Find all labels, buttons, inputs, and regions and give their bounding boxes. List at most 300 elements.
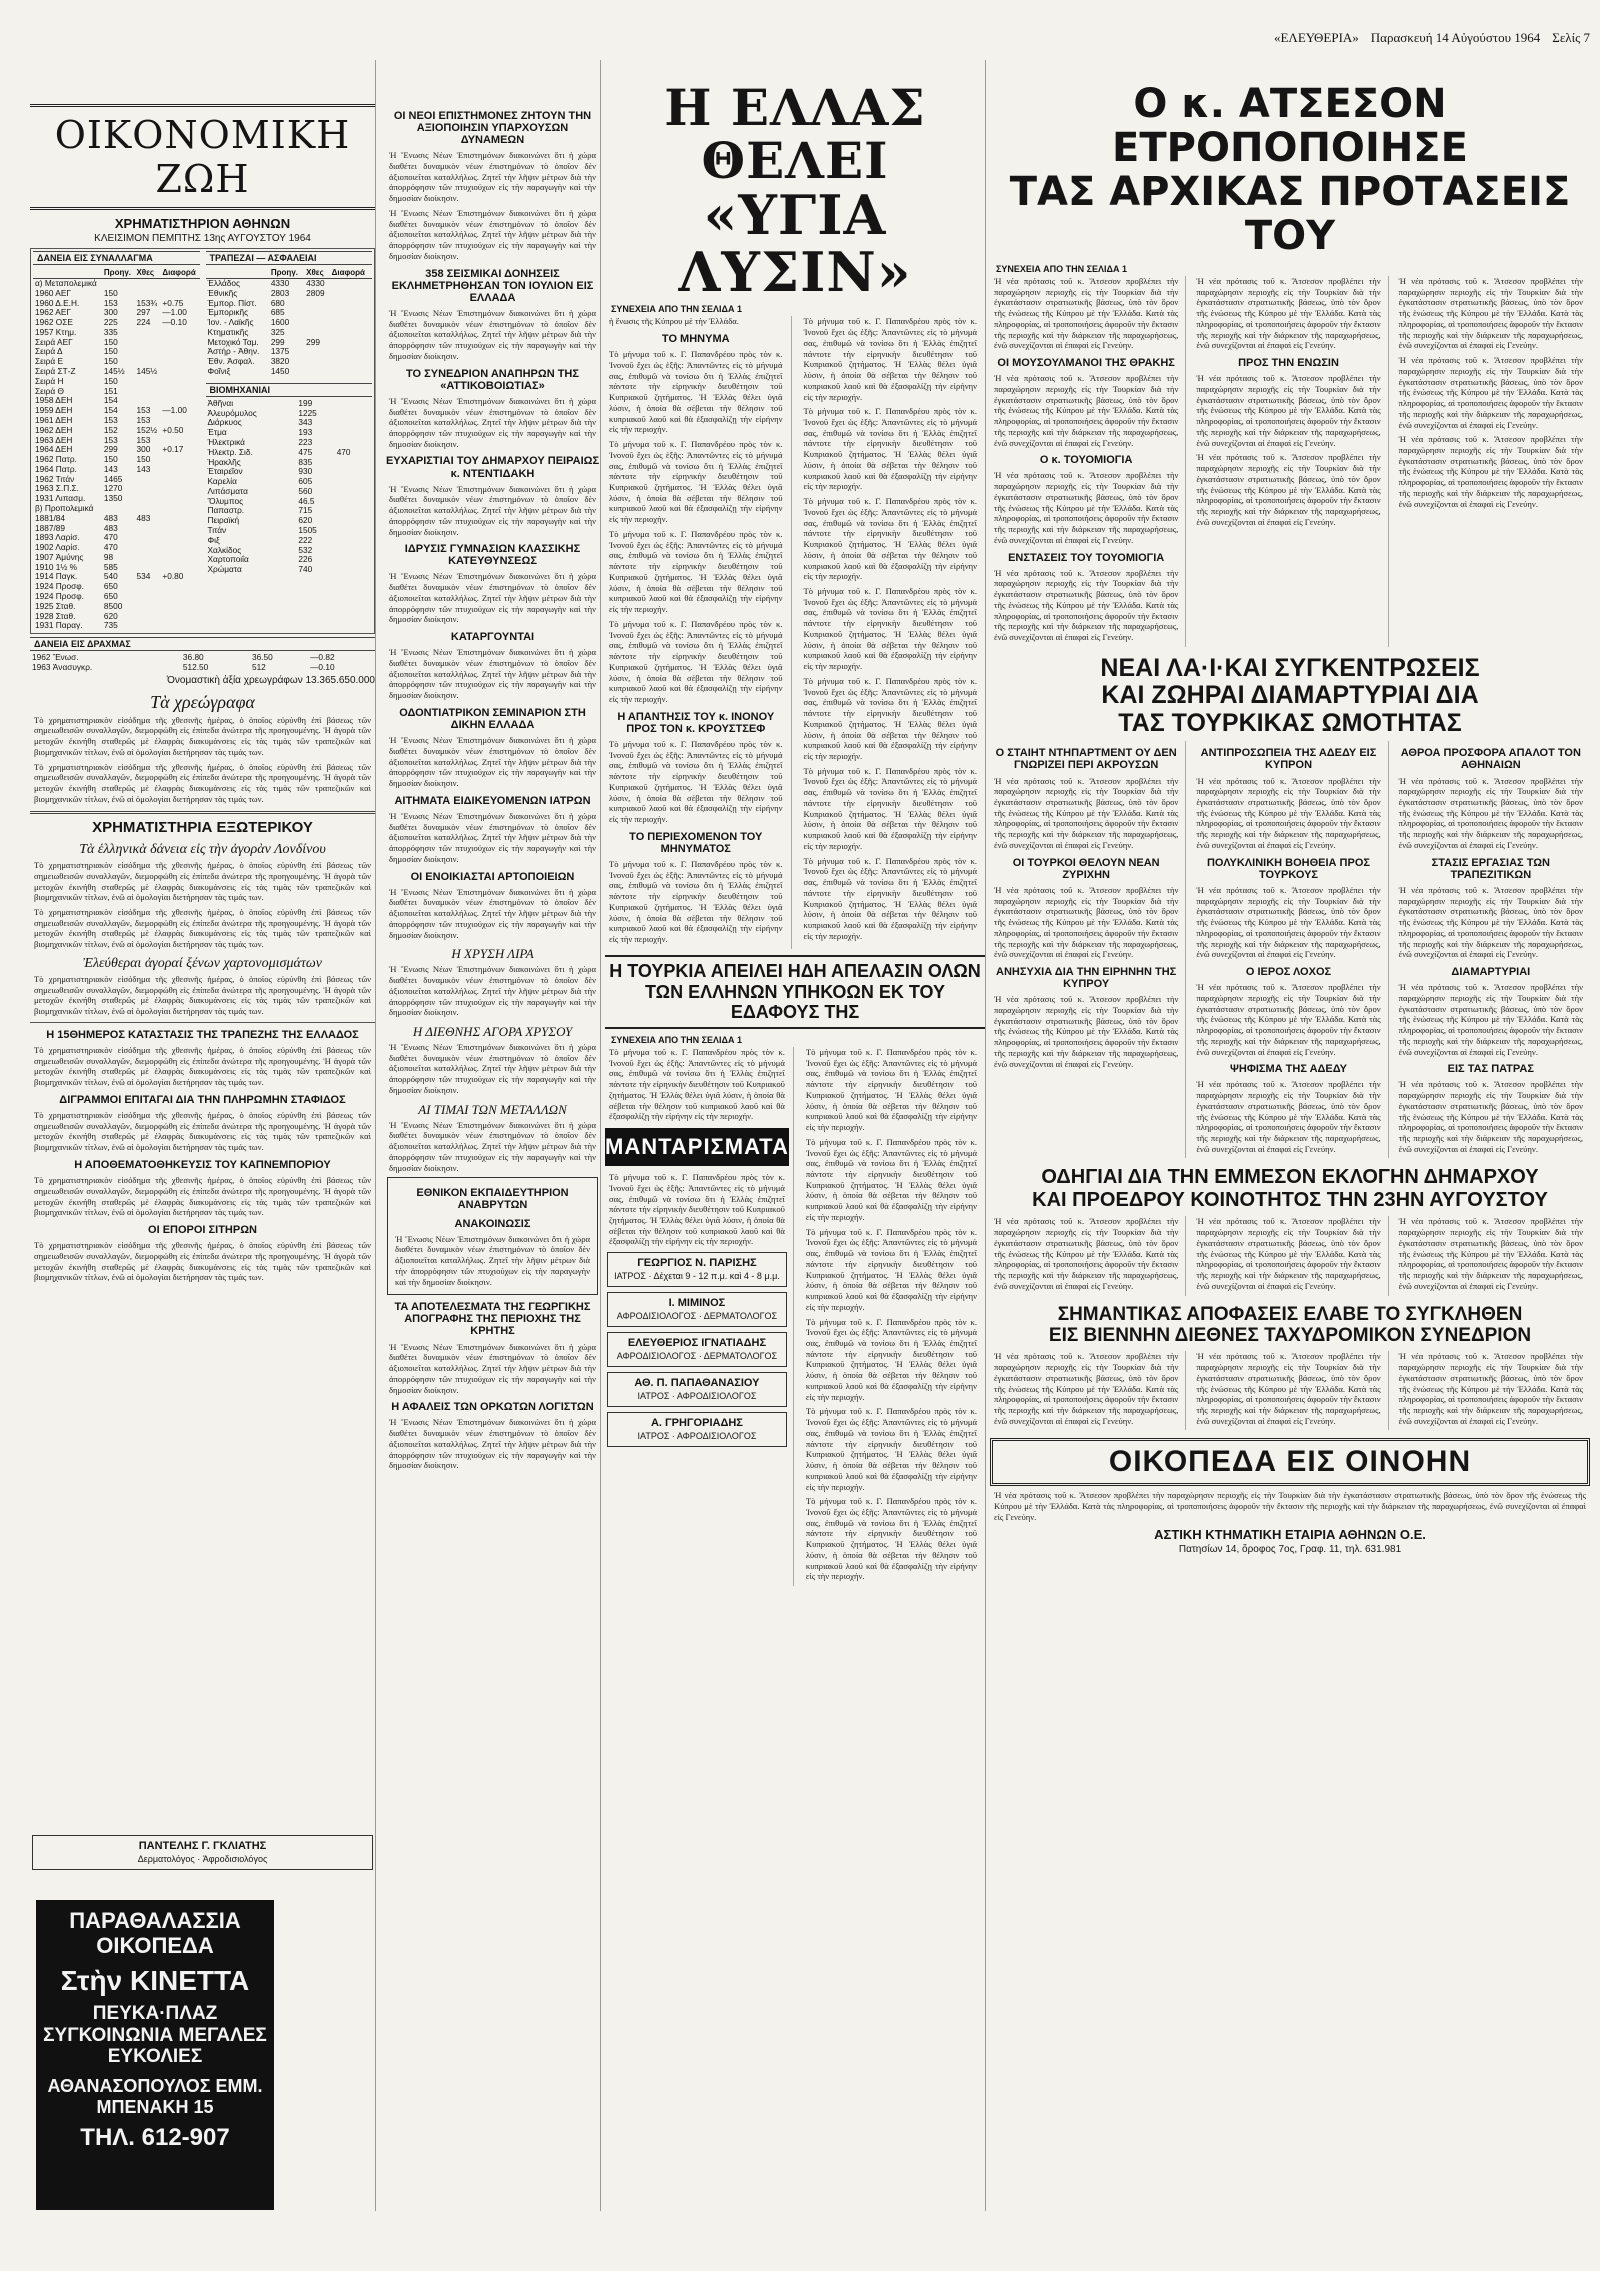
- banks-cell: [330, 289, 372, 299]
- loans-cell: 1957 Κτημ.: [35, 326, 77, 337]
- kinetta-ad-line3: ΠΕΥΚΑ·ΠΛΑΖ ΣΥΓΚΟΙΝΩΝΙΑ ΜΕΓΑΛΕΣ ΕΥΚΟΛΙΕΣ: [43, 2002, 267, 2068]
- loans-cell: 1902 Λαρίσ.: [35, 542, 80, 553]
- toyomiogia-objections-text: Ἡ νέα πρότασις τοῦ κ. Ἄτσεσον προβλέπει τὴν παραχώρησιν περιοχῆς εἰς τὴν Τουρκίαν διὰ τὴν ἐγκατάστασιν στρατιωτικῆς βάσεως, ὑπὸ τὸν ὅρον τῆς ἑνώσεως τῆς Κύπρου μὲ τὴν Ἑλλάδα. Κατὰ τὰς πληροφορίας, αἱ τροποποιήσεις ἀφοροῦν τὴν ἔκτασιν τῆς περιοχῆς καὶ τὴν διάρκειαν τῆς παραχωρήσεως, ἐνῶ συνεχίζονται αἱ ἐπαφαὶ εἰς Γενεύην.: [994, 567, 1179, 643]
- drachma-cell: 1963 Ἀνασυγκρ.: [32, 661, 93, 672]
- drachma-cell: 1962 Ἔνωσ.: [32, 652, 79, 663]
- industry-row: [206, 516, 373, 526]
- industry-cell: [365, 477, 372, 487]
- to-union-heading: ΠΡΟΣ ΤΗΝ ΕΝΩΣΙΝ: [1238, 357, 1339, 370]
- banks-cell: Ἐθν. Ἀσφαλ.: [207, 356, 255, 367]
- cheques-heading: ΔΙΓΡΑΜΜΟΙ ΕΠΙΤΑΓΑΙ ΔΙΑ ΤΗΝ ΠΛΗΡΩΜΗΝ ΣΤΑΦΙΔΟΣ: [59, 1093, 346, 1106]
- cheques-text: Τὸ χρηματιστηριακὸν εἰσόδημα τῆς χθεσινῆς ἡμέρας, ὁ ὁποῖος εὐρύνθη ἐπὶ βάσεως τῶν σημειωθεισῶν συναλλαγῶν, διεμορφώθη εἰς ἐπίπεδα ἀνώτερα τῆς προηγουμένης. Ἡ ἀγορὰ τῶν μετοχῶν ἐκινήθη σταθερῶς μὲ ἐλαφρὰς διακυμάνσεις εἰς τὰς τιμὰς τῶν τραπεζικῶν καὶ βιομηχανικῶν τίτλων, ἐνῶ αἱ ὁμολογίαι διετήρησαν τὰς τιμάς των.: [34, 1110, 371, 1153]
- acheson-continued-label: ΣΥΝΕΧΕΙΑ ΑΠΟ ΤΗΝ ΣΕΛΙΔΑ 1: [996, 264, 1127, 274]
- industry-cell: Παπαστρ.: [207, 505, 245, 516]
- industry-cell: 930: [298, 466, 313, 477]
- industry-cell: 343: [298, 417, 313, 428]
- banks-cell: [330, 308, 372, 318]
- industry-cell: 226: [298, 554, 313, 565]
- message-text-2: Τὸ μήνυμα τοῦ κ. Γ. Παπανδρέου πρὸς τὸν κ. Ἰνονοῦ ἔχει ὡς ἑξῆς: Ἀπαντῶντες εἰς τὸ μήνυμά σας, ἐπιθυμῶ νὰ τονίσω ὅτι ἡ Ἑλλὰς ἐπιζητεῖ πάντοτε τὴν εἰρηνικὴν διευθέτησιν τοῦ Κυπριακοῦ ζητήματος. Ἡ Ἑλλὰς θέλει ὑγιᾶ λύσιν, ἡ ὁποία θὰ σέβεται τὴν θέλησιν τοῦ κυπριακοῦ λαοῦ καὶ θὰ ἐξασφαλίζῃ τὴν εἰρήνην εἰς τὴν περιοχήν.: [609, 439, 783, 525]
- securities-text-2: Τὸ χρηματιστηριακὸν εἰσόδημα τῆς χθεσινῆς ἡμέρας, ὁ ὁποῖος εὐρύνθη ἐπὶ βάσεως τῶν σημειωθεισῶν συναλλαγῶν, διεμορφώθη εἰς ἐπίπεδα ἀνώτερα τῆς προηγουμένης. Ἡ ἀγορὰ τῶν μετοχῶν ἐκινήθη σταθερῶς μὲ ἐλαφρὰς διακυμάνσεις εἰς τὰς τιμὰς τῶν τραπεζικῶν καὶ βιομηχανικῶν τίτλων, ἐνῶ αἱ ὁμολογίαι διετήρησαν τὰς τιμάς των.: [34, 761, 371, 804]
- patras-text: Ἡ νέα πρότασις τοῦ κ. Ἄτσεσον προβλέπει τὴν παραχώρησιν περιοχῆς εἰς τὴν Τουρκίαν διὰ τὴν ἐγκατάστασιν στρατιωτικῆς βάσεως, ὑπὸ τὸν ὅρον τῆς ἑνώσεως τῆς Κύπρου μὲ τὴν Ἑλλάδα. Κατὰ τὰς πληροφορίας, αἱ τροποποιήσεις ἀφοροῦν τὴν ἔκτασιν τῆς περιοχῆς καὶ τὴν διάρκειαν τῆς παραχωρήσεως, ἐνῶ συνεχίζονται αἱ ἐπαφαὶ εἰς Γενεύην.: [1398, 1079, 1583, 1154]
- industry-cell: Ἐτμα: [207, 427, 227, 438]
- banks-cell: 680: [270, 297, 285, 308]
- loans-cell: 1931 Λιπασμ.: [35, 493, 86, 504]
- gymnasiums-heading: ΙΔΡΥΣΙΣ ΓΥΜΝΑΣΙΩΝ ΚΛΑΣΣΙΚΗΣ ΚΑΤΕΥΘΥΝΣΕΩΣ: [404, 543, 581, 568]
- doctor-ad-1-name: ΓΕΩΡΓΙΟΣ Ν. ΠΑΡΙΣΗΣ: [637, 1257, 757, 1270]
- issue-date: Παρασκευή 14 Αὐγούστου 1964: [1370, 30, 1541, 45]
- message-heading: ΤΟ ΜΗΝΥΜΑ: [661, 333, 730, 346]
- acheson-text-c1: Ἡ νέα πρότασις τοῦ κ. Ἄτσεσον προβλέπει τὴν παραχώρησιν περιοχῆς εἰς τὴν Τουρκίαν διὰ τὴν ἐγκατάστασιν στρατιωτικῆς βάσεως, ὑπὸ τὸν ὅρον τῆς ἑνώσεως τῆς Κύπρου μὲ τὴν Ἑλλάδα. Κατὰ τὰς πληροφορίας, αἱ τροποποιήσεις ἀφοροῦν τὴν ἔκτασιν τῆς περιοχῆς καὶ τὴν διάρκειαν τῆς παραχωρήσεως, ἐνῶ συνεχίζονται αἱ ἐπαφαὶ εἰς Γενεύην.: [1398, 276, 1583, 351]
- elections-body: [990, 1216, 1590, 1295]
- kinetta-ad-line4: ΑΘΑΝΑΣΟΠΟΥΛΟΣ ΕΜΜ. ΜΠΕΝΑΚΗ 15: [47, 2076, 263, 2117]
- loans-cell: [134, 612, 160, 622]
- loans-band-label: ΔΑΝΕΙΑ ΕΙΣ ΣΥΝΑΛΛΑΓΜΑ: [37, 253, 153, 263]
- acheson-story-body: [990, 276, 1590, 647]
- loans-cell: 1962 ΟΣΕ: [35, 317, 73, 328]
- main-headline-line1: Η ΕΛΛΑΣ ΘΕΛΕΙ: [664, 78, 926, 190]
- crete-census-text: Ἡ Ἕνωσις Νέων Ἐπιστημόνων διακοινώνει ὅτι ἡ χώρα διαθέτει δυναμικὸν νέων ἐπιστημόνων τὸ ὁποῖον δὲν ἀξιοποιεῖται καταλλήλως. Ζητεῖ τὴν λῆψιν μέτρων διὰ τὴν ἀπορρόφησιν τῶν πτυχιούχων εἰς τὴν παραγωγὴν καὶ τὴν δημοσίαν διοίκησιν.: [389, 1341, 596, 1395]
- inonu-reply-heading: Η ΑΠΑΝΤΗΣΙΣ ΤΟΥ κ. ΙΝΟΝΟΥ ΠΡΟΣ ΤΟΝ κ. ΚΡΟΥΣΤΣΕΦ: [617, 710, 775, 735]
- earthquakes-text: Ἡ Ἕνωσις Νέων Ἐπιστημόνων διακοινώνει ὅτι ἡ χώρα διαθέτει δυναμικὸν νέων ἐπιστημόνων τὸ ὁποῖον δὲν ἀξιοποιεῖται καταλλήλως. Ζητεῖ τὴν λῆψιν μέτρων διὰ τὴν ἀπορρόφησιν τῶν πτυχιούχων εἰς τὴν παραγωγὴν καὶ τὴν δημοσίαν διοίκησιν.: [389, 307, 596, 361]
- securities-heading: Τὰ χρεώγραφα: [150, 691, 255, 712]
- loans-cell: +0.17: [162, 444, 184, 455]
- loans-cell: [134, 543, 160, 553]
- inonu-reply-text: Τὸ μήνυμα τοῦ κ. Γ. Παπανδρέου πρὸς τὸν κ. Ἰνονοῦ ἔχει ὡς ἑξῆς: Ἀπαντῶντες εἰς τὸ μήνυμά σας, ἐπιθυμῶ νὰ τονίσω ὅτι ἡ Ἑλλὰς ἐπιζητεῖ πάντοτε τὴν εἰρηνικὴν διευθέτησιν τοῦ Κυπριακοῦ ζητήματος. Ἡ Ἑλλὰς θέλει ὑγιᾶ λύσιν, ἡ ὁποία θὰ σέβεται τὴν θέλησιν τοῦ κυπριακοῦ λαοῦ καὶ θὰ ἐξασφαλίζῃ τὴν εἰρήνην εἰς τὴν περιοχήν.: [609, 738, 783, 825]
- loans-cell: 1928 Σταθ.: [35, 610, 76, 621]
- loans-cell: [134, 347, 160, 357]
- loans-cell: 1962 Τιτάν: [35, 473, 75, 484]
- to-union-text: Ἡ νέα πρότασις τοῦ κ. Ἄτσεσον προβλέπει τὴν παραχώρησιν περιοχῆς εἰς τὴν Τουρκίαν διὰ τὴν ἐγκατάστασιν στρατιωτικῆς βάσεως, ὑπὸ τὸν ὅρον τῆς ἑνώσεως τῆς Κύπρου μὲ τὴν Ἑλλάδα. Κατὰ τὰς πληροφορίας, αἱ τροποποιήσεις ἀφοροῦν τὴν ἔκτασιν τῆς περιοχῆς καὶ τὴν διάρκειαν τῆς παραχωρήσεως, ἐνῶ συνεχίζονται αἱ ἐπαφαὶ εἰς Γενεύην.: [1196, 373, 1381, 448]
- loans-cell: β) Προπολεμικά: [35, 502, 94, 513]
- loans-cell: 143: [103, 463, 118, 474]
- gold-market-heading: Η ΔΙΕΘΝΗΣ ΑΓΟΡΑ ΧΡΥΣΟΥ: [412, 1023, 573, 1039]
- oinoi-plots-ad-title[interactable]: ΟΙΚΟΠΕΔΑ ΕΙΣ ΟΙΝΟΗΝ: [990, 1438, 1590, 1486]
- loans-cell: 1959 ΔΕΗ: [35, 405, 73, 416]
- drachma-band: [30, 637, 375, 651]
- industry-cell: Ἠλεκτρ. Σιδ.: [207, 446, 253, 457]
- industry-cell: [365, 448, 372, 458]
- loans-cell: Σειρά Θ: [35, 385, 64, 396]
- industry-cell: Ἀλευρόμυλος: [207, 407, 257, 418]
- loans-cell: 8500: [103, 600, 123, 611]
- drachma-band-label: ΔΑΝΕΙΑ ΕΙΣ ΔΡΑΧΜΑΣ: [34, 639, 131, 650]
- industry-cell: 1505: [298, 524, 317, 535]
- industry-cell: Ἑταιρεῖον: [207, 466, 243, 477]
- drachma-cell: —0.82: [310, 652, 335, 663]
- loans-cell: 1924 Προσφ.: [35, 581, 84, 592]
- banks-cell: 4330: [306, 278, 325, 288]
- kinetta-ad-line1: ΠΑΡΑΘΑΛΑΣΣΙΑ ΟΙΚΟΠΕΔΑ: [69, 1908, 241, 1959]
- loans-cell: [134, 553, 160, 563]
- loans-cell: 300: [103, 307, 118, 318]
- banks-row: [206, 367, 373, 377]
- loans-cell: [160, 553, 199, 563]
- drachma-cell: 36.80: [182, 652, 204, 663]
- loans-cell: [160, 338, 199, 348]
- industry-cell: [335, 565, 365, 575]
- turkey-text-b1: Τὸ μήνυμα τοῦ κ. Γ. Παπανδρέου πρὸς τὸν κ. Ἰνονοῦ ἔχει ὡς ἑξῆς: Ἀπαντῶντες εἰς τὸ μήνυμά σας, ἐπιθυμῶ νὰ τονίσω ὅτι ἡ Ἑλλὰς ἐπιζητεῖ πάντοτε τὴν εἰρηνικὴν διευθέτησιν τοῦ Κυπριακοῦ ζητήματος. Ἡ Ἑλλὰς θέλει ὑγιᾶ λύσιν, ἡ ὁποία θὰ σέβεται τὴν θέλησιν τοῦ κυπριακοῦ λαοῦ καὶ θὰ ἐξασφαλίζῃ τὴν εἰρήνην εἰς τὴν περιοχήν.: [805, 1046, 977, 1133]
- loans-cell: 154: [103, 405, 118, 416]
- gold-pound-text: Ἡ Ἕνωσις Νέων Ἐπιστημόνων διακοινώνει ὅτι ἡ χώρα διαθέτει δυναμικὸν νέων ἐπιστημόνων τὸ ὁποῖον δὲν ἀξιοποιεῖται καταλλήλως. Ζητεῖ τὴν λῆψιν μέτρων διὰ τὴν ἀπορρόφησιν τῶν πτυχιούχων εἰς τὴν παραγωγὴν καὶ τὴν δημοσίαν διοίκησιν.: [389, 964, 596, 1018]
- loans-cell: [134, 602, 160, 612]
- industry-cell: Καρελία: [207, 476, 237, 487]
- doctor-ad-3-name: ΕΛΕΥΘΕΡΙΟΣ ΙΓΝΑΤΙΑΔΗΣ: [627, 1337, 767, 1350]
- loans-cell: 150: [103, 375, 118, 386]
- young-scientists-text: Ἡ Ἕνωσις Νέων Ἐπιστημόνων διακοινώνει ὅτι ἡ χώρα διαθέτει δυναμικὸν νέων ἐπιστημόνων τὸ ὁποῖον δὲν ἀξιοποιεῖται καταλλήλως. Ζητεῖ τὴν λῆψιν μέτρων διὰ τὴν ἀπορρόφησιν τῶν πτυχιούχων εἰς τὴν παραγωγὴν καὶ τὴν δημοσίαν διοίκησιν.: [389, 150, 596, 204]
- loans-cell: 483: [103, 512, 118, 523]
- banks-cell: 4330: [270, 278, 290, 288]
- loans-cell: [160, 504, 199, 514]
- doctor-ad-4-text: ΙΑΤΡΟΣ · ΑΦΡΟΔΙΣΙΟΛΟΓΟΣ: [637, 1390, 757, 1401]
- banks-cell: Ἐμπορ. Πίστ.: [207, 297, 257, 308]
- young-scientists-text-2: Ἡ Ἕνωσις Νέων Ἐπιστημόνων διακοινώνει ὅτι ἡ χώρα διαθέτει δυναμικὸν νέων ἐπιστημόνων τὸ ὁποῖον δὲν ἀξιοποιεῖται καταλλήλως. Ζητεῖ τὴν λῆψιν μέτρων διὰ τὴν ἀπορρόφησιν τῶν πτυχιούχων εἰς τὴν παραγωγὴν καὶ τὴν δημοσίαν διοίκησιν.: [389, 207, 596, 261]
- industry-cell: Χαλκίδος: [207, 544, 242, 555]
- loans-cell: 1963 ΔΕΗ: [35, 434, 73, 445]
- loans-cell: [160, 524, 199, 534]
- london-text: Τὸ χρηματιστηριακὸν εἰσόδημα τῆς χθεσινῆς ἡμέρας, ὁ ὁποῖος εὐρύνθη ἐπὶ βάσεως τῶν σημειωθεισῶν συναλλαγῶν, διεμορφώθη εἰς ἐπίπεδα ἀνώτερα τῆς προηγουμένης. Ἡ ἀγορὰ τῶν μετοχῶν ἐκινήθη σταθερῶς μὲ ἐλαφρὰς διακυμάνσεις εἰς τὰς τιμὰς τῶν τραπεζικῶν καὶ βιομηχανικῶν τίτλων, ἐνῶ αἱ ὁμολογίαι διετήρησαν τὰς τιμάς των.: [34, 860, 371, 903]
- dental-seminar-heading: ΟΔΟΝΤΙΑΤΡΙΚΟΝ ΣΕΜΙΝΑΡΙΟΝ ΣΤΗ ΔΙΚΗΝ ΕΛΛΑΔΑ: [399, 706, 586, 732]
- industry-cell: [365, 526, 372, 536]
- loans-cell: 299: [103, 444, 118, 455]
- mayor-thanks-text: Ἡ Ἕνωσις Νέων Ἐπιστημόνων διακοινώνει ὅτι ἡ χώρα διαθέτει δυναμικὸν νέων ἐπιστημόνων τὸ ὁποῖον δὲν ἀξιοποιεῖται καταλλήλως. Ζητεῖ τὴν λῆψιν μέτρων διὰ τὴν ἀπορρόφησιν τῶν πτυχιούχων εἰς τὴν παραγωγὴν καὶ τὴν δημοσίαν διοίκησιν.: [389, 483, 596, 537]
- industry-cell: [335, 467, 365, 477]
- industry-cell: 605: [298, 476, 313, 487]
- loans-cell: 152: [103, 424, 118, 435]
- loans-header-3: Διαφορά: [160, 267, 199, 279]
- banks-cell: Ἐμπορικῆς: [207, 307, 249, 318]
- industry-cell: [335, 555, 365, 565]
- industry-cell: [335, 477, 365, 487]
- story-col-b-2: Τὸ μήνυμα τοῦ κ. Γ. Παπανδρέου πρὸς τὸν κ. Ἰνονοῦ ἔχει ὡς ἑξῆς: Ἀπαντῶντες εἰς τὸ μήνυμά σας, ἐπιθυμῶ νὰ τονίσω ὅτι ἡ Ἑλλὰς ἐπιζητεῖ πάντοτε τὴν εἰρηνικὴν διευθέτησιν τοῦ Κυπριακοῦ ζητήματος. Ἡ Ἑλλὰς θέλει ὑγιᾶ λύσιν, ἡ ὁποία θὰ σέβεται τὴν θέλησιν τοῦ κυπριακοῦ λαοῦ καὶ θὰ ἐξασφαλίζῃ τὴν εἰρήνην εἰς τὴν περιοχήν.: [803, 406, 977, 492]
- lead-text: ἡ ἕνωσις τῆς Κύπρου μὲ τὴν Ἑλλάδα.: [609, 316, 739, 327]
- drachma-row: [30, 663, 375, 673]
- loans-cell: Σειρά Δ: [35, 346, 63, 357]
- front-story-column: [605, 60, 986, 2211]
- mantarismata-banner: ΜΑΝΤΑΡΙΣΜΑΤΑ: [605, 1128, 789, 1166]
- polyclinic-text: Ἡ νέα πρότασις τοῦ κ. Ἄτσεσον προβλέπει τὴν παραχώρησιν περιοχῆς εἰς τὴν Τουρκίαν διὰ τὴν ἐγκατάστασιν στρατιωτικῆς βάσεως, ὑπὸ τὸν ὅρον τῆς ἑνώσεως τῆς Κύπρου μὲ τὴν Ἑλλάδα. Κατὰ τὰς πληροφορίας, αἱ τροποποιήσεις ἀφοροῦν τὴν ἔκτασιν τῆς περιοχῆς καὶ τὴν διάρκειαν τῆς παραχωρήσεως, ἐνῶ συνεχίζονται αἱ ἐπαφαὶ εἰς Γενεύην.: [1196, 884, 1381, 960]
- loans-cell: 1960 Δ.Ε.Η.: [35, 297, 80, 308]
- message-content-heading: ΤΟ ΠΕΡΙΕΧΟΜΕΝΟΝ ΤΟΥ ΜΗΝΥΜΑΤΟΣ: [629, 830, 763, 855]
- loans-header-2: Χθες: [134, 267, 160, 279]
- story-col-b-5: Τὸ μήνυμα τοῦ κ. Γ. Παπανδρέου πρὸς τὸν κ. Ἰνονοῦ ἔχει ὡς ἑξῆς: Ἀπαντῶντες εἰς τὸ μήνυμά σας, ἐπιθυμῶ νὰ τονίσω ὅτι ἡ Ἑλλὰς ἐπιζητεῖ πάντοτε τὴν εἰρηνικὴν διευθέτησιν τοῦ Κυπριακοῦ ζητήματος. Ἡ Ἑλλὰς θέλει ὑγιᾶ λύσιν, ἡ ὁποία θὰ σέβεται τὴν θέλησιν τοῦ κυπριακοῦ λαοῦ καὶ θὰ ἐξασφαλίζῃ τὴν εἰρήνην εἰς τὴν περιοχήν.: [803, 675, 977, 762]
- loans-cell: [134, 621, 160, 631]
- free-markets-heading: Ἐλεύθεραι ἀγοραί ξένων χαρτονομισμάτων: [83, 955, 322, 971]
- loans-header-1: Προηγ.: [102, 267, 135, 279]
- loans-cell: 1887/89: [35, 522, 65, 533]
- industry-cell: 715: [298, 505, 313, 516]
- doctor-ad-4[interactable]: [607, 1372, 787, 1407]
- oinoi-company: ΑΣΤΙΚΗ ΚΤΗΜΑΤΙΚΗ ΕΤΑΙΡΙΑ ΑΘΗΝΩΝ Ο.Ε.: [1154, 1526, 1426, 1542]
- industry-cell: [365, 438, 372, 448]
- loans-cell: 585: [103, 561, 118, 572]
- banks-cell: [330, 367, 372, 377]
- drachma-cell: 512: [251, 661, 266, 672]
- rallies-headline-line3: ΤΑΣ ΤΟΥΡΚΙΚΑΣ ΩΜΟΤΗΤΑΣ: [1118, 708, 1462, 737]
- industry-cell: [365, 546, 372, 556]
- main-story-body: [605, 316, 985, 948]
- banks-header-1: Προηγ.: [269, 267, 304, 279]
- acheson-text-c2: Ἡ νέα πρότασις τοῦ κ. Ἄτσεσον προβλέπει τὴν παραχώρησιν περιοχῆς εἰς τὴν Τουρκίαν διὰ τὴν ἐγκατάστασιν στρατιωτικῆς βάσεως, ὑπὸ τὸν ὅρον τῆς ἑνώσεως τῆς Κύπρου μὲ τὴν Ἑλλάδα. Κατὰ τὰς πληροφορίας, αἱ τροποποιήσεις ἀφοροῦν τὴν ἔκτασιν τῆς περιοχῆς καὶ τὴν διάρκειαν τῆς παραχωρήσεως, ἐνῶ συνεχίζονται αἱ ἐπαφαὶ εἰς Γενεύην.: [1398, 355, 1583, 430]
- postal-text-2: Ἡ νέα πρότασις τοῦ κ. Ἄτσεσον προβλέπει τὴν παραχώρησιν περιοχῆς εἰς τὴν Τουρκίαν διὰ τὴν ἐγκατάστασιν στρατιωτικῆς βάσεως, ὑπὸ τὸν ὅρον τῆς ἑνώσεως τῆς Κύπρου μὲ τὴν Ἑλλάδα. Κατὰ τὰς πληροφορίας, αἱ τροποποιήσεις ἀφοροῦν τὴν ἔκτασιν τῆς περιοχῆς καὶ τὴν διάρκειαν τῆς παραχωρήσεως, ἐνῶ συνεχίζονται αἱ ἐπαφαὶ εἰς Γενεύην.: [1196, 1351, 1381, 1426]
- banks-cell: [304, 308, 329, 318]
- kinetta-ad[interactable]: [36, 1900, 274, 2210]
- industry-cell: 740: [298, 564, 313, 575]
- loans-cell: [160, 455, 199, 465]
- gymnasiums-text: Ἡ Ἕνωσις Νέων Ἐπιστημόνων διακοινώνει ὅτι ἡ χώρα διαθέτει δυναμικὸν νέων ἐπιστημόνων τὸ ὁποῖον δὲν ἀξιοποιεῖται καταλλήλως. Ζητεῖ τὴν λῆψιν μέτρων διὰ τὴν ἀπορρόφησιν τῶν πτυχιούχων εἰς τὴν παραγωγὴν καὶ τὴν δημοσίαν διοίκησιν.: [389, 571, 596, 625]
- industry-row: [206, 565, 373, 575]
- loans-cell: [160, 279, 199, 289]
- elections-headline: [990, 1166, 1590, 1212]
- banks-cell: Ἐθνικῆς: [207, 287, 238, 298]
- banks-band-label: ΤΡΑΠΕΖΑΙ — ΑΣΦΑΛΕΙΑΙ: [209, 253, 317, 263]
- loans-cell: 300: [136, 444, 151, 455]
- banks-cell: Κτηματικῆς: [207, 326, 249, 337]
- industry-cell: 835: [298, 456, 313, 467]
- loans-cell: 1964 ΔΕΗ: [35, 444, 73, 455]
- loans-cell: 470: [103, 542, 118, 553]
- doctor-ad-5[interactable]: [607, 1412, 787, 1447]
- loans-cell: 540: [103, 571, 118, 582]
- cyprus-peace-heading: ΑΝΗΣΥΧΙΑ ΔΙΑ ΤΗΝ ΕΙΡΗΝΗΝ ΤΗΣ ΚΥΠΡΟΥ: [996, 966, 1177, 991]
- industry-cell: [365, 467, 372, 477]
- industry-cell: Ἀθῆναι: [207, 397, 234, 408]
- loans-cell: [160, 533, 199, 543]
- industry-cell: [335, 487, 365, 497]
- state-dept-heading: Ο ΣΤΑΙΗΤ ΝΤΗΠΑΡΤΜΕΝΤ ΟΥ ΔΕΝ ΓΝΩΡΙΖΕΙ ΠΕΡΙ ΑΚΡΟΥΣΩΝ: [995, 747, 1177, 772]
- doctors-demands-heading: ΑΙΤΗΜΑΤΑ ΕΙΔΙΚΕΥΟΜΕΝΩΝ ΙΑΤΡΩΝ: [394, 794, 591, 807]
- elections-headline-line1: ΟΔΗΓΙΑΙ ΔΙΑ ΤΗΝ ΕΜΜΕΣΟΝ ΕΚΛΟΓΗΝ ΔΗΜΑΡΧΟΥ: [1041, 1166, 1539, 1189]
- loans-cell: [134, 475, 160, 485]
- acheson-headline: [990, 82, 1590, 258]
- loans-cell: Σειρά Η: [35, 375, 64, 386]
- turkey-text-b4: Τὸ μήνυμα τοῦ κ. Γ. Παπανδρέου πρὸς τὸν κ. Ἰνονοῦ ἔχει ὡς ἑξῆς: Ἀπαντῶντες εἰς τὸ μήνυμά σας, ἐπιθυμῶ νὰ τονίσω ὅτι ἡ Ἑλλὰς ἐπιζητεῖ πάντοτε τὴν εἰρηνικὴν διευθέτησιν τοῦ Κυπριακοῦ ζητήματος. Ἡ Ἑλλὰς θέλει ὑγιᾶ λύσιν, ἡ ὁποία θὰ σέβεται τὴν θέλησιν τοῦ κυπριακοῦ λαοῦ καὶ θὰ ἐξασφαλίζῃ τὴν εἰρήνην εἰς τὴν περιοχήν.: [805, 1316, 977, 1402]
- postal-congress-headline: [990, 1304, 1590, 1348]
- loans-cell: [160, 357, 199, 367]
- mantarismata-text: Τὸ μήνυμα τοῦ κ. Γ. Παπανδρέου πρὸς τὸν κ. Ἰνονοῦ ἔχει ὡς ἑξῆς: Ἀπαντῶντες εἰς τὸ μήνυμά σας, ἐπιθυμῶ νὰ τονίσω ὅτι ἡ Ἑλλὰς ἐπιζητεῖ πάντοτε τὴν εἰρηνικὴν διευθέτησιν τοῦ Κυπριακοῦ ζητήματος. Ἡ Ἑλλὰς θέλει ὑγιᾶ λύσιν, ἡ ὁποία θὰ σέβεται τὴν θέλησιν τοῦ κυπριακοῦ λαοῦ καὶ θὰ ἐξασφαλίζῃ τὴν εἰρήνην εἰς τὴν περιοχήν.: [609, 1172, 785, 1247]
- banks-cell: [304, 367, 329, 377]
- bakery-tenants-heading: ΟΙ ΕΝΟΙΚΙΑΣΤΑΙ ΑΡΤΟΠΟΙΕΙΩΝ: [410, 870, 575, 883]
- industry-cell: 470: [336, 446, 351, 457]
- industry-cell: [365, 487, 372, 497]
- main-headline-line2: «ΥΓΙΑ ΛΥΣΙΝ»: [678, 183, 912, 304]
- loans-table: [33, 267, 200, 631]
- elections-headline-line2: ΚΑΙ ΠΡΟΕΔΡΟΥ ΚΟΙΝΟΤΗΤΟΣ ΤΗΝ 23ΗΝ ΑΥΓΟΥΣΤΟΥ: [1032, 1189, 1548, 1212]
- industry-cell: Ἡρακλῆς: [207, 456, 241, 467]
- banks-cell: [330, 299, 372, 309]
- drachma-cell: 512.50: [182, 661, 209, 672]
- loans-cell: [134, 387, 160, 397]
- loans-cell: 98: [103, 551, 114, 562]
- postal-text-1: Ἡ νέα πρότασις τοῦ κ. Ἄτσεσον προβλέπει τὴν παραχώρησιν περιοχῆς εἰς τὴν Τουρκίαν διὰ τὴν ἐγκατάστασιν στρατιωτικῆς βάσεως, ὑπὸ τὸν ὅρον τῆς ἑνώσεως τῆς Κύπρου μὲ τὴν Ἑλλάδα. Κατὰ τὰς πληροφορίας, αἱ τροποποιήσεις ἀφοροῦν τὴν ἔκτασιν τῆς περιοχῆς καὶ τὴν διάρκειαν τῆς παραχωρήσεως, ἐνῶ συνεχίζονται αἱ ἐπαφαὶ εἰς Γενεύην.: [994, 1351, 1179, 1426]
- industry-cell: [335, 497, 365, 507]
- tobacco-text: Τὸ χρηματιστηριακὸν εἰσόδημα τῆς χθεσινῆς ἡμέρας, ὁ ὁποῖος εὐρύνθη ἐπὶ βάσεως τῶν σημειωθεισῶν συναλλαγῶν, διεμορφώθη εἰς ἐπίπεδα ἀνώτερα τῆς προηγουμένης. Ἡ ἀγορὰ τῶν μετοχῶν ἐκινήθη σταθερῶς μὲ ἐλαφρὰς διακυμάνσεις εἰς τὰς τιμὰς τῶν τραπεζικῶν καὶ βιομηχανικῶν τίτλων, ἐνῶ αἱ ὁμολογίαι διετήρησαν τὰς τιμάς των.: [34, 1175, 371, 1218]
- message-text-3: Τὸ μήνυμα τοῦ κ. Γ. Παπανδρέου πρὸς τὸν κ. Ἰνονοῦ ἔχει ὡς ἑξῆς: Ἀπαντῶντες εἰς τὸ μήνυμά σας, ἐπιθυμῶ νὰ τονίσω ὅτι ἡ Ἑλλὰς ἐπιζητεῖ πάντοτε τὴν εἰρηνικὴν διευθέτησιν τοῦ Κυπριακοῦ ζητήματος. Ἡ Ἑλλὰς θέλει ὑγιᾶ λύσιν, ἡ ὁποία θὰ σέβεται τὴν θέλησιν τοῦ κυπριακοῦ λαοῦ καὶ θὰ ἐξασφαλίζῃ τὴν εἰρήνην εἰς τὴν περιοχήν.: [609, 528, 783, 615]
- adedy-resolution-heading: ΨΗΦΙΣΜΑ ΤΗΣ ΑΔΕΔΥ: [1229, 1063, 1348, 1076]
- industry-cell: [365, 536, 372, 546]
- loans-cell: [160, 387, 199, 397]
- anavryta-subheading: ΑΝΑΚΟΙΝΩΣΙΣ: [454, 1217, 531, 1230]
- story-col-b-3: Τὸ μήνυμα τοῦ κ. Γ. Παπανδρέου πρὸς τὸν κ. Ἰνονοῦ ἔχει ὡς ἑξῆς: Ἀπαντῶντες εἰς τὸ μήνυμά σας, ἐπιθυμῶ νὰ τονίσω ὅτι ἡ Ἑλλὰς ἐπιζητεῖ πάντοτε τὴν εἰρηνικὴν διευθέτησιν τοῦ Κυπριακοῦ ζητήματος. Ἡ Ἑλλὰς θέλει ὑγιᾶ λύσιν, ἡ ὁποία θὰ σέβεται τὴν θέλησιν τοῦ κυπριακοῦ λαοῦ καὶ θὰ ἐξασφαλίζῃ τὴν εἰρήνην εἰς τὴν περιοχήν.: [803, 496, 977, 582]
- muslims-thrace-text: Ἡ νέα πρότασις τοῦ κ. Ἄτσεσον προβλέπει τὴν παραχώρησιν περιοχῆς εἰς τὴν Τουρκίαν διὰ τὴν ἐγκατάστασιν στρατιωτικῆς βάσεως, ὑπὸ τὸν ὅρον τῆς ἑνώσεως τῆς Κύπρου μὲ τὴν Ἑλλάδα. Κατὰ τὰς πληροφορίας, αἱ τροποποιήσεις ἀφοροῦν τὴν ἔκτασιν τῆς περιοχῆς καὶ τὴν διάρκειαν τῆς παραχωρήσεως, ἐνῶ συνεχίζονται αἱ ἐπαφαὶ εἰς Γενεύην.: [994, 373, 1179, 448]
- loans-cell: [160, 494, 199, 504]
- new-zurich-heading: ΟΙ ΤΟΥΡΚΟΙ ΘΕΛΟΥΝ ΝΕΑΝ ΖΥΡΙΧΗΝ: [1012, 856, 1160, 881]
- bank-strike-heading: ΣΤΑΣΙΣ ΕΡΓΑΣΙΑΣ ΤΩΝ ΤΡΑΠΕΖΙΤΙΚΩΝ: [1431, 856, 1550, 881]
- loans-cell: 335: [103, 326, 118, 337]
- loans-cell: +0.50: [162, 424, 184, 435]
- protests-text: Ἡ νέα πρότασις τοῦ κ. Ἄτσεσον προβλέπει τὴν παραχώρησιν περιοχῆς εἰς τὴν Τουρκίαν διὰ τὴν ἐγκατάστασιν στρατιωτικῆς βάσεως, ὑπὸ τὸν ὅρον τῆς ἑνώσεως τῆς Κύπρου μὲ τὴν Ἑλλάδα. Κατὰ τὰς πληροφορίας, αἱ τροποποιήσεις ἀφοροῦν τὴν ἔκτασιν τῆς περιοχῆς καὶ τὴν διάρκειαν τῆς παραχωρήσεως, ἐνῶ συνεχίζονται αἱ ἐπαφαὶ εἰς Γενεύην.: [1398, 982, 1583, 1057]
- exchange-title: ΧΡΗΜΑΤΙΣΤΗΡΙΟΝ ΑΘΗΝΩΝ: [114, 216, 291, 231]
- loans-cell: [134, 533, 160, 543]
- doctor-ad-5-text: ΙΑΤΡΟΣ · ΑΦΡΟΔΙΣΙΟΛΟΓΟΣ: [637, 1430, 757, 1441]
- loans-cell: [134, 592, 160, 602]
- loans-header-0: [33, 267, 102, 279]
- bank-report-text: Τὸ χρηματιστηριακὸν εἰσόδημα τῆς χθεσινῆς ἡμέρας, ὁ ὁποῖος εὐρύνθη ἐπὶ βάσεως τῶν σημειωθεισῶν συναλλαγῶν, διεμορφώθη εἰς ἐπίπεδα ἀνώτερα τῆς προηγουμένης. Ἡ ἀγορὰ τῶν μετοχῶν ἐκινήθη σταθερῶς μὲ ἐλαφρὰς διακυμάνσεις εἰς τὰς τιμὰς τῶν τραπεζικῶν καὶ βιομηχανικῶν τίτλων, ἐνῶ αἱ ὁμολογίαι διετήρησαν τὰς τιμάς των.: [34, 1044, 371, 1088]
- rallies-body: [990, 741, 1590, 1158]
- loans-cell: α) Μεταπολεμικά: [35, 278, 97, 288]
- loans-cell: 153: [136, 405, 151, 416]
- loans-cell: [134, 582, 160, 592]
- sacred-band-text: Ἡ νέα πρότασις τοῦ κ. Ἄτσεσον προβλέπει τὴν παραχώρησιν περιοχῆς εἰς τὴν Τουρκίαν διὰ τὴν ἐγκατάστασιν στρατιωτικῆς βάσεως, ὑπὸ τὸν ὅρον τῆς ἑνώσεως τῆς Κύπρου μὲ τὴν Ἑλλάδα. Κατὰ τὰς πληροφορίας, αἱ τροποποιήσεις ἀφοροῦν τὴν ἔκτασιν τῆς περιοχῆς καὶ τὴν διάρκειαν τῆς παραχωρήσεως, ἐνῶ συνεχίζονται αἱ ἐπαφαὶ εἰς Γενεύην.: [1196, 982, 1381, 1057]
- industry-cell: 199: [298, 397, 313, 408]
- industry-band-label: ΒΙΟΜΗΧΑΝΙΑΙ: [209, 384, 270, 395]
- sacred-band-heading: Ο ΙΕΡΟΣ ΛΟΧΟΣ: [1245, 966, 1332, 978]
- industry-cell: [335, 546, 365, 556]
- toyomiogia-text: Ἡ νέα πρότασις τοῦ κ. Ἄτσεσον προβλέπει τὴν παραχώρησιν περιοχῆς εἰς τὴν Τουρκίαν διὰ τὴν ἐγκατάστασιν στρατιωτικῆς βάσεως, ὑπὸ τὸν ὅρον τῆς ἑνώσεως τῆς Κύπρου μὲ τὴν Ἑλλάδα. Κατὰ τὰς πληροφορίας, αἱ τροποποιήσεις ἀφοροῦν τὴν ἔκτασιν τῆς περιοχῆς καὶ τὴν διάρκειαν τῆς παραχωρήσεως, ἐνῶ συνεχίζονται αἱ ἐπαφαὶ εἰς Γενεύην.: [994, 470, 1179, 545]
- banks-cell: [330, 279, 372, 289]
- doctor-ad-1[interactable]: [607, 1252, 787, 1287]
- loans-cell: 1350: [103, 493, 123, 504]
- rallies-headline-line1: ΝΕΑΙ ΛΑ·Ι·ΚΑΙ ΣΥΓΚΕΝΤΡΩΣΕΙΣ: [1100, 653, 1480, 682]
- industry-cell: [335, 399, 365, 409]
- loans-cell: 1962 Πατρ.: [35, 454, 77, 465]
- banks-header-0: [206, 267, 269, 279]
- elections-text-1: Ἡ νέα πρότασις τοῦ κ. Ἄτσεσον προβλέπει τὴν παραχώρησιν περιοχῆς εἰς τὴν Τουρκίαν διὰ τὴν ἐγκατάστασιν στρατιωτικῆς βάσεως, ὑπὸ τὸν ὅρον τῆς ἑνώσεως τῆς Κύπρου μὲ τὴν Ἑλλάδα. Κατὰ τὰς πληροφορίας, αἱ τροποποιήσεις ἀφοροῦν τὴν ἔκτασιν τῆς περιοχῆς καὶ τὴν διάρκειαν τῆς παραχωρήσεως, ἐνῶ συνεχίζονται αἱ ἐπαφαὶ εἰς Γενεύην.: [994, 1216, 1179, 1291]
- loans-cell: +0.75: [162, 297, 184, 308]
- industry-cell: [335, 526, 365, 536]
- turkey-story-body: [605, 1047, 985, 1586]
- elections-text-2: Ἡ νέα πρότασις τοῦ κ. Ἄτσεσον προβλέπει τὴν παραχώρησιν περιοχῆς εἰς τὴν Τουρκίαν διὰ τὴν ἐγκατάστασιν στρατιωτικῆς βάσεως, ὑπὸ τὸν ὅρον τῆς ἑνώσεως τῆς Κύπρου μὲ τὴν Ἑλλάδα. Κατὰ τὰς πληροφορίας, αἱ τροποποιήσεις ἀφοροῦν τὴν ἔκτασιν τῆς περιοχῆς καὶ τὴν διάρκειαν τῆς παραχωρήσεως, ἐνῶ συνεχίζονται αἱ ἐπαφαὶ εἰς Γενεύην.: [1196, 1216, 1381, 1291]
- banks-band: [206, 251, 373, 265]
- industry-cell: [365, 428, 372, 438]
- polyclinic-heading: ΠΟΛΥΚΛΙΝΙΚΗ ΒΟΗΘΕΙΑ ΠΡΟΣ ΤΟΥΡΚΟΥΣ: [1206, 856, 1370, 881]
- loans-cell: 154: [103, 395, 118, 406]
- doctor-ad-2[interactable]: [607, 1292, 787, 1327]
- doctor-ad-3[interactable]: [607, 1332, 787, 1367]
- loans-cell: 225: [103, 317, 118, 328]
- drachma-table: [30, 653, 375, 673]
- loans-cell: 1914 Παγκ.: [35, 571, 78, 582]
- loans-cell: 145½: [103, 366, 125, 377]
- banks-cell: [304, 318, 329, 328]
- kinetta-ad-line2: Στὴν ΚΙΝΕΤΤΑ: [60, 1964, 250, 1996]
- anavryta-text: Ἡ Ἕνωσις Νέων Ἐπιστημόνων διακοινώνει ὅτι ἡ χώρα διαθέτει δυναμικὸν νέων ἐπιστημόνων τὸ ὁποῖον δὲν ἀξιοποιεῖται καταλλήλως. Ζητεῖ τὴν λῆψιν μέτρων διὰ τὴν ἀπορρόφησιν τῶν πτυχιούχων εἰς τὴν παραγωγὴν καὶ τὴν δημοσίαν διοίκησιν.: [395, 1233, 590, 1287]
- loans-cell: 1893 Λαρίσ.: [35, 532, 80, 543]
- loans-cell: 1931 Παραγ.: [35, 620, 83, 631]
- loans-cell: 153: [103, 434, 118, 445]
- loans-cell: —1.00: [162, 405, 187, 416]
- doctor-ad-5-name: Α. ΓΡΗΓΟΡΙΑΔΗΣ: [650, 1417, 743, 1430]
- bank-report-heading: Η 15ΘΗΜΕΡΟΣ ΚΑΤΑΣΤΑΣΙΣ ΤΗΣ ΤΡΑΠΕΖΗΣ ΤΗΣ ΕΛΛΑΔΟΣ: [46, 1028, 359, 1041]
- loans-cell: [134, 338, 160, 348]
- page-number: Σελίς 7: [1552, 30, 1590, 45]
- banks-cell: 299: [270, 336, 285, 347]
- story-col-b-4: Τὸ μήνυμα τοῦ κ. Γ. Παπανδρέου πρὸς τὸν κ. Ἰνονοῦ ἔχει ὡς ἑξῆς: Ἀπαντῶντες εἰς τὸ μήνυμά σας, ἐπιθυμῶ νὰ τονίσω ὅτι ἡ Ἑλλὰς ἐπιζητεῖ πάντοτε τὴν εἰρηνικὴν διευθέτησιν τοῦ Κυπριακοῦ ζητήματος. Ἡ Ἑλλὰς θέλει ὑγιᾶ λύσιν, ἡ ὁποία θὰ σέβεται τὴν θέλησιν τοῦ κυπριακοῦ λαοῦ καὶ θὰ ἐξασφαλίζῃ τὴν εἰρήνην εἰς τὴν περιοχήν.: [803, 586, 977, 672]
- continued-label: ΣΥΝΕΧΕΙΑ ΑΠΟ ΤΗΝ ΣΕΛΙΔΑ 1: [611, 304, 742, 315]
- loans-cell: [134, 494, 160, 504]
- banks-cell: 1375: [270, 346, 290, 357]
- loans-cell: 143: [136, 463, 151, 474]
- industry-cell: 193: [298, 427, 313, 438]
- loans-cell: [160, 465, 199, 475]
- drachma-note: Ὀνομαστικὴ ἀξία χρεωγράφων 13.365.650.000: [166, 674, 375, 686]
- loans-cell: 153: [103, 414, 118, 425]
- banks-cell: 1600: [270, 317, 290, 328]
- loans-cell: 150: [136, 454, 151, 465]
- tobacco-heading: Η ΑΠΟΘΕΜΑΤΟΘΗΚΕΥΣΙΣ ΤΟΥ ΚΑΠΝΕΜΠΟΡΙΟΥ: [74, 1158, 331, 1171]
- loans-cell: Σειρά ΑΕΓ: [35, 336, 73, 347]
- loans-cell: 297: [136, 307, 151, 318]
- exchange-subtitle: ΚΛΕΙΣΙΜΟΝ ΠΕΜΠΤΗΣ 13ης ΑΥΓΟΥΣΤΟΥ 1964: [94, 233, 311, 244]
- adedy-delegation-heading: ΑΝΤΙΠΡΟΣΩΠΕΙΑ ΤΗΣ ΑΔΕΔΥ ΕΙΣ ΚΥΠΡΟΝ: [1200, 747, 1377, 772]
- acheson-text-c3: Ἡ νέα πρότασις τοῦ κ. Ἄτσεσον προβλέπει τὴν παραχώρησιν περιοχῆς εἰς τὴν Τουρκίαν διὰ τὴν ἐγκατάστασιν στρατιωτικῆς βάσεως, ὑπὸ τὸν ὅρον τῆς ἑνώσεως τῆς Κύπρου μὲ τὴν Ἑλλάδα. Κατὰ τὰς πληροφορίας, αἱ τροποποιήσεις ἀφοροῦν τὴν ἔκτασιν τῆς περιοχῆς καὶ τὴν διάρκειαν τῆς παραχωρήσεως, ἐνῶ συνεχίζονται αἱ ἐπαφαὶ εἰς Γενεύην.: [1398, 434, 1583, 509]
- banks-cell: [330, 357, 372, 367]
- newspaper-name: «ΕΛΕΥΘΕΡΙΑ»: [1273, 30, 1359, 45]
- new-zurich-text: Ἡ νέα πρότασις τοῦ κ. Ἄτσεσον προβλέπει τὴν παραχώρησιν περιοχῆς εἰς τὴν Τουρκίαν διὰ τὴν ἐγκατάστασιν στρατιωτικῆς βάσεως, ὑπὸ τὸν ὅρον τῆς ἑνώσεως τῆς Κύπρου μὲ τὴν Ἑλλάδα. Κατὰ τὰς πληροφορίας, αἱ τροποποιήσεις ἀφοροῦν τὴν ἔκτασιν τῆς περιοχῆς καὶ τὴν διάρκειαν τῆς παραχωρήσεως, ἐνῶ συνεχίζονται αἱ ἐπαφαὶ εἰς Γενεύην.: [994, 884, 1179, 960]
- gkliatis-ad: [32, 1835, 373, 1870]
- crete-census-heading: ΤΑ ΑΠΟΤΕΛΕΣΜΑΤΑ ΤΗΣ ΓΕΩΡΓΙΚΗΣ ΑΠΟΓΡΑΦΗΣ ΤΗΣ ΠΕΡΙΟΧΗΣ ΤΗΣ ΚΡΗΤΗΣ: [394, 1301, 591, 1338]
- foreign-exchanges-heading: ΧΡΗΜΑΤΙΣΤΗΡΙΑ ΕΞΩΤΕΡΙΚΟΥ: [92, 818, 313, 836]
- doctor-ad-1-text: ΙΑΤΡΟΣ · Δέχεται 9 - 12 π.μ. καὶ 4 - 8 μ.μ.: [614, 1270, 780, 1281]
- loans-cell: 1924 Προσφ.: [35, 591, 84, 601]
- turkey-text-b5: Τὸ μήνυμα τοῦ κ. Γ. Παπανδρέου πρὸς τὸν κ. Ἰνονοῦ ἔχει ὡς ἑξῆς: Ἀπαντῶντες εἰς τὸ μήνυμά σας, ἐπιθυμῶ νὰ τονίσω ὅτι ἡ Ἑλλὰς ἐπιζητεῖ πάντοτε τὴν εἰρηνικὴν διευθέτησιν τοῦ Κυπριακοῦ ζητήματος. Ἡ Ἑλλὰς θέλει ὑγιᾶ λύσιν, ἡ ὁποία θὰ σέβεται τὴν θέλησιν τοῦ κυπριακοῦ λαοῦ καὶ θὰ ἐξασφαλίζῃ τὴν εἰρήνην εἰς τὴν περιοχήν.: [805, 1406, 977, 1492]
- grain-text: Τὸ χρηματιστηριακὸν εἰσόδημα τῆς χθεσινῆς ἡμέρας, ὁ ὁποῖος εὐρύνθη ἐπὶ βάσεως τῶν σημειωθεισῶν συναλλαγῶν, διεμορφώθη εἰς ἐπίπεδα ἀνώτερα τῆς προηγουμένης. Ἡ ἀγορὰ τῶν μετοχῶν ἐκινήθη σταθερῶς μὲ ἐλαφρὰς διακυμάνσεις εἰς τὰς τιμὰς τῶν τραπεζικῶν καὶ βιομηχανικῶν τίτλων, ἐνῶ αἱ ὁμολογίαι διετήρησαν τὰς τιμάς των.: [34, 1240, 371, 1283]
- loans-cell: 650: [103, 591, 118, 601]
- doctors-demands-text: Ἡ Ἕνωσις Νέων Ἐπιστημόνων διακοινώνει ὅτι ἡ χώρα διαθέτει δυναμικὸν νέων ἐπιστημόνων τὸ ὁποῖον δὲν ἀξιοποιεῖται καταλλήλως. Ζητεῖ τὴν λῆψιν μέτρων διὰ τὴν ἀπορρόφησιν τῶν πτυχιούχων εἰς τὴν παραγωγὴν καὶ τὴν δημοσίαν διοίκησιν.: [389, 810, 596, 864]
- banks-cell: 3820: [270, 356, 290, 367]
- loans-cell: 150: [103, 454, 118, 465]
- toyomiogia-objections-heading: ΕΝΣΤΑΣΕΙΣ ΤΟΥ ΤΟΥΟΜΙΟΓΙΑ: [1008, 551, 1165, 564]
- postal-congress-body: [990, 1351, 1590, 1430]
- mass-offer-heading: ΑΘΡΟΑ ΠΡΟΣΦΟΡΑ ΑΠΑΛΟΤ ΤΟΝ ΑΘΗΝΑΙΩΝ: [1400, 747, 1581, 772]
- industry-cell: [365, 497, 372, 507]
- loans-cell: [134, 524, 160, 534]
- loans-cell: [160, 602, 199, 612]
- loans-cell: 735: [103, 620, 118, 631]
- acheson-headline-line2: ΤΑΣ ΑΡΧΙΚΑΣ ΠΡΟΤΑΣΕΙΣ ΤΟΥ: [1009, 169, 1571, 259]
- loans-table-wrap: [33, 251, 200, 631]
- banks-cell: [330, 328, 372, 338]
- loans-cell: 1925 Σταθ.: [35, 600, 76, 611]
- industry-cell: Πειραϊκή: [207, 515, 240, 526]
- bank-strike-text: Ἡ νέα πρότασις τοῦ κ. Ἄτσεσον προβλέπει τὴν παραχώρησιν περιοχῆς εἰς τὴν Τουρκίαν διὰ τὴν ἐγκατάστασιν στρατιωτικῆς βάσεως, ὑπὸ τὸν ὅρον τῆς ἑνώσεως τῆς Κύπρου μὲ τὴν Ἑλλάδα. Κατὰ τὰς πληροφορίας, αἱ τροποποιήσεις ἀφοροῦν τὴν ἔκτασιν τῆς περιοχῆς καὶ τὴν διάρκειαν τῆς παραχωρήσεως, ἐνῶ συνεχίζονται αἱ ἐπαφαὶ εἰς Γενεύην.: [1398, 884, 1583, 960]
- turkey-text-b6: Τὸ μήνυμα τοῦ κ. Γ. Παπανδρέου πρὸς τὸν κ. Ἰνονοῦ ἔχει ὡς ἑξῆς: Ἀπαντῶντες εἰς τὸ μήνυμά σας, ἐπιθυμῶ νὰ τονίσω ὅτι ἡ Ἑλλὰς ἐπιζητεῖ πάντοτε τὴν εἰρηνικὴν διευθέτησιν τοῦ Κυπριακοῦ ζητήματος. Ἡ Ἑλλὰς θέλει ὑγιᾶ λύσιν, ἡ ὁποία θὰ σέβεται τὴν θέλησιν τοῦ κυπριακοῦ λαοῦ καὶ θὰ ἐξασφαλίζῃ τὴν εἰρήνην εἰς τὴν περιοχήν.: [805, 1496, 977, 1582]
- industry-cell: 223: [298, 436, 313, 447]
- loans-cell: Σειρά Ε: [35, 356, 64, 367]
- banks-cell: 2809: [306, 287, 325, 298]
- elections-text-3: Ἡ νέα πρότασις τοῦ κ. Ἄτσεσον προβλέπει τὴν παραχώρησιν περιοχῆς εἰς τὴν Τουρκίαν διὰ τὴν ἐγκατάστασιν στρατιωτικῆς βάσεως, ὑπὸ τὸν ὅρον τῆς ἑνώσεως τῆς Κύπρου μὲ τὴν Ἑλλάδα. Κατὰ τὰς πληροφορίας, αἱ τροποποιήσεις ἀφοροῦν τὴν ἔκτασιν τῆς περιοχῆς καὶ τὴν διάρκειαν τῆς παραχωρήσεως, ἐνῶ συνεχίζονται αἱ ἐπαφαὶ εἰς Γενεύην.: [1398, 1216, 1583, 1291]
- industry-cell: Λιπάσματα: [207, 485, 248, 496]
- turkey-continued-label: ΣΥΝΕΧΕΙΑ ΑΠΟ ΤΗΝ ΣΕΛΙΔΑ 1: [611, 1034, 742, 1045]
- banks-cell: 299: [306, 336, 320, 347]
- cyprus-peace-text: Ἡ νέα πρότασις τοῦ κ. Ἄτσεσον προβλέπει τὴν παραχώρησιν περιοχῆς εἰς τὴν Τουρκίαν διὰ τὴν ἐγκατάστασιν στρατιωτικῆς βάσεως, ὑπὸ τὸν ὅρον τῆς ἑνώσεως τῆς Κύπρου μὲ τὴν Ἑλλάδα. Κατὰ τὰς πληροφορίας, αἱ τροποποιήσεις ἀφοροῦν τὴν ἔκτασιν τῆς περιοχῆς καὶ τὴν διάρκειαν τῆς παραχωρήσεως, ἐνῶ συνεχίζονται αἱ ἐπαφαὶ εἰς Γενεύην.: [994, 994, 1179, 1069]
- doctor-ad-2-text: ΑΦΡΟΔΙΣΙΟΛΟΓΟΣ · ΔΕΡΜΑΤΟΛΟΓΟΣ: [616, 1310, 778, 1321]
- abolished-text: Ἡ Ἕνωσις Νέων Ἐπιστημόνων διακοινώνει ὅτι ἡ χώρα διαθέτει δυναμικὸν νέων ἐπιστημόνων τὸ ὁποῖον δὲν ἀξιοποιεῖται καταλλήλως. Ζητεῖ τὴν λῆψιν μέτρων διὰ τὴν ἀπορρόφησιν τῶν πτυχιούχων εἰς τὴν παραγωγὴν καὶ τὴν δημοσίαν διοίκησιν.: [389, 647, 596, 701]
- banks-cell: [304, 299, 329, 309]
- banks-table: [206, 267, 373, 377]
- drachma-cell: —0.10: [310, 661, 335, 672]
- loans-cell: 150: [103, 287, 118, 298]
- anavryta-heading: ΕΘΝΙΚΟΝ ΕΚΠΑΙΔΕΥΤΗΡΙΟΝ ΑΝΑΒΡΥΤΩΝ: [416, 1187, 569, 1212]
